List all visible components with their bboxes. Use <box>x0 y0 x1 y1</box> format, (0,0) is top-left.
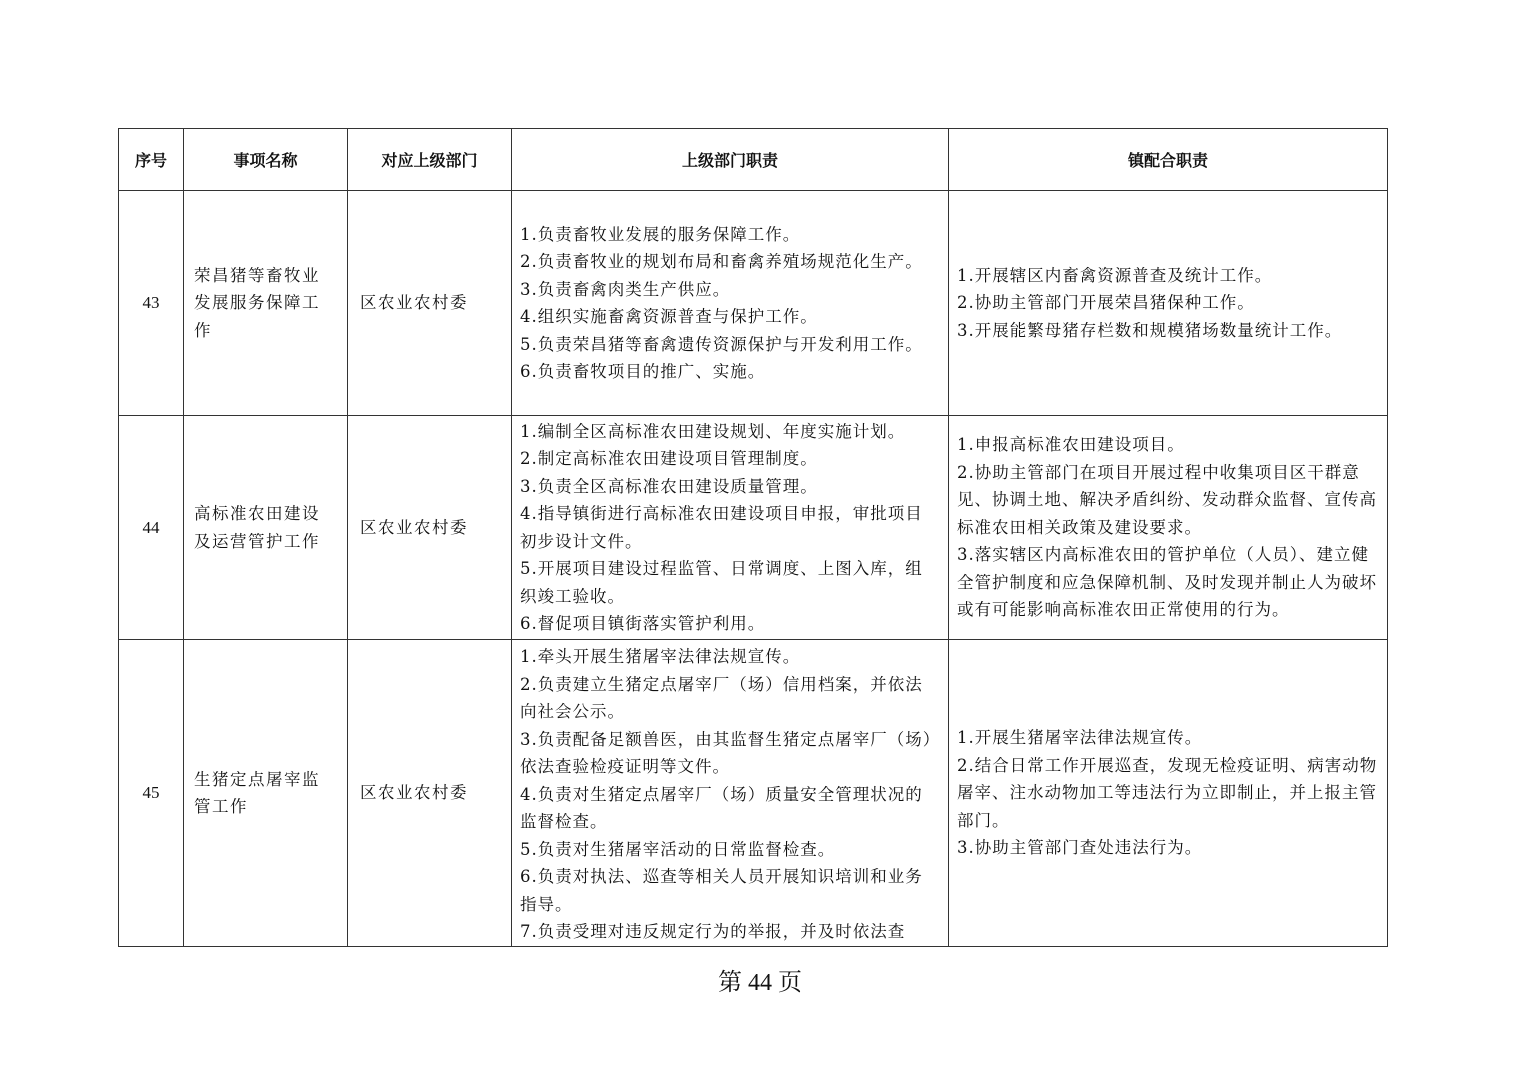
row-town-duties <box>949 416 1388 640</box>
superior-duty-item: 4.指导镇街进行高标准农田建设项目申报，审批项目初步设计文件。 <box>520 504 923 551</box>
town-duty-item: 2.结合日常工作开展巡查，发现无检疫证明、病害动物屠宰、注水动物加工等违法行为立即制止，并上报主管部门。 <box>957 755 1378 830</box>
superior-duty-item: 4.组织实施畜禽资源普查与保护工作。 <box>520 307 818 326</box>
row-town-duties <box>949 640 1388 947</box>
superior-duty-item: 2.制定高标准农田建设项目管理制度。 <box>520 449 818 468</box>
superior-duty-item: 1.牵头开展生猪屠宰法律法规宣传。 <box>520 647 801 666</box>
row-department: 区农业农村委 <box>348 416 512 640</box>
town-duty-item: 1.开展生猪屠宰法律法规宣传。 <box>957 728 1203 748</box>
table-header-row <box>119 129 1388 191</box>
row-superior-duties <box>512 416 949 640</box>
row-item-name: 生猪定点屠宰监管工作 <box>184 640 348 947</box>
table-row <box>119 416 1388 640</box>
row-superior-duties <box>512 191 949 416</box>
header-serial-number: 序号 <box>119 129 184 191</box>
superior-duty-item: 3.负责全区高标准农田建设质量管理。 <box>520 476 818 496</box>
superior-duty-item: 2.负责建立生猪定点屠宰厂（场）信用档案，并依法向社会公示。 <box>520 674 923 721</box>
superior-duty-item: 1.编制全区高标准农田建设规划、年度实施计划。 <box>520 421 906 441</box>
town-duty-item: 1.开展辖区内畜禽资源普查及统计工作。 <box>957 265 1273 285</box>
superior-duty-item: 1.负责畜牧业发展的服务保障工作。 <box>520 224 801 244</box>
superior-duty-item: 7.负责受理对违反规定行为的举报，并及时依法查 <box>520 922 906 941</box>
row-item-name: 荣昌猪等畜牧业发展服务保障工作 <box>184 191 348 416</box>
header-town-duties: 镇配合职责 <box>949 129 1388 191</box>
row-department: 区农业农村委 <box>348 640 512 947</box>
superior-duty-item: 4.负责对生猪定点屠宰厂（场）质量安全管理状况的监督检查。 <box>520 784 923 831</box>
superior-duty-item: 6.负责对执法、巡查等相关人员开展知识培训和业务指导。 <box>520 867 923 914</box>
row-number: 45 <box>119 640 184 947</box>
superior-duty-item: 3.负责配备足额兽医，由其监督生猪定点屠宰厂（场）依法查验检疫证明等文件。 <box>520 729 932 776</box>
row-number: 43 <box>119 191 184 416</box>
town-duty-item: 2.协助主管部门开展荣昌猪保种工作。 <box>957 293 1255 313</box>
duty-table <box>118 128 1388 947</box>
header-superior-department: 对应上级部门 <box>348 129 512 191</box>
row-number: 44 <box>119 416 184 640</box>
town-duty-item: 3.开展能繁母猪存栏数和规模猪场数量统计工作。 <box>957 320 1343 340</box>
town-duty-item: 2.协助主管部门在项目开展过程中收集项目区干群意见、协调土地、解决矛盾纠纷、发动群众监督、宣传高标准农田相关政策及建设要求。 <box>957 462 1377 537</box>
row-department: 区农业农村委 <box>348 191 512 416</box>
town-duty-item: 3.落实辖区内高标准农田的管护单位（人员）、建立健全管护制度和应急保障机制、及时发现并制止人为破坏或有可能影响高标准农田正常使用的行为。 <box>957 545 1377 620</box>
table-row <box>119 640 1388 947</box>
superior-duty-item: 5.开展项目建设过程监管、日常调度、上图入库，组织竣工验收。 <box>520 559 923 606</box>
town-duty-item: 1.申报高标准农田建设项目。 <box>957 435 1185 455</box>
town-duty-item: 3.协助主管部门查处违法行为。 <box>957 838 1203 858</box>
row-superior-duties <box>512 640 949 947</box>
page-number: 第 44 页 <box>718 970 802 996</box>
superior-duty-item: 2.负责畜牧业的规划布局和畜禽养殖场规范化生产。 <box>520 252 923 271</box>
header-superior-duties: 上级部门职责 <box>512 129 949 191</box>
superior-duty-item: 5.负责对生猪屠宰活动的日常监督检查。 <box>520 839 836 859</box>
row-item-name: 高标准农田建设及运营管护工作 <box>184 416 348 640</box>
superior-duties-clip <box>520 643 940 943</box>
superior-duty-item: 3.负责畜禽肉类生产供应。 <box>520 279 731 299</box>
superior-duty-item: 6.督促项目镇街落实管护利用。 <box>520 614 766 633</box>
table-row <box>119 191 1388 416</box>
superior-duty-item: 5.负责荣昌猪等畜禽遗传资源保护与开发利用工作。 <box>520 334 923 354</box>
row-town-duties <box>949 191 1388 416</box>
superior-duty-item: 6.负责畜牧项目的推广、实施。 <box>520 362 766 381</box>
header-item-name: 事项名称 <box>184 129 348 191</box>
